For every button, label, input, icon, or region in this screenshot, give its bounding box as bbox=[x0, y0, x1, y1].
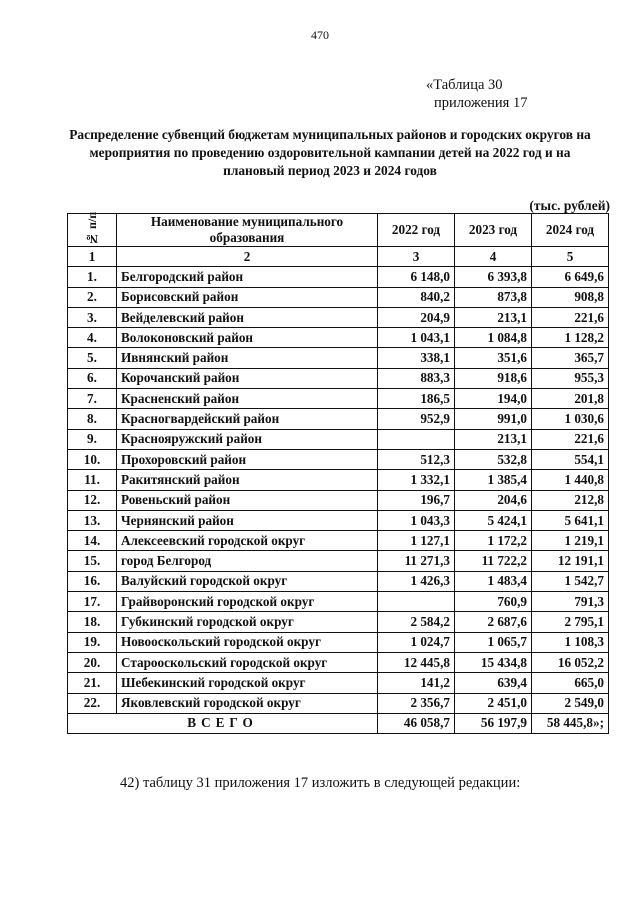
row-2023-cell: 2 451,0 bbox=[455, 693, 532, 713]
row-2023-cell: 194,0 bbox=[455, 389, 532, 409]
row-2023-cell: 351,6 bbox=[455, 348, 532, 368]
row-2023-cell: 5 424,1 bbox=[455, 510, 532, 530]
row-2023-cell: 1 385,4 bbox=[455, 470, 532, 490]
document-title: Распределение субвенций бюджетам муниципальных районов и городских округов на мероприятия по проведению оздоровительной кампании детей на 2022 год и на плановый период 2023 и 2024 годов bbox=[69, 127, 591, 178]
row-2022-cell: 1 127,1 bbox=[378, 531, 455, 551]
row-name-cell: Старооскольский городской округ bbox=[117, 652, 378, 672]
table-row bbox=[68, 307, 609, 327]
row-2022-cell: 6 148,0 bbox=[378, 267, 455, 287]
row-number-cell: 4. bbox=[68, 328, 117, 348]
index-cell: 4 bbox=[455, 247, 532, 267]
row-2024-cell: 1 219,1 bbox=[532, 531, 609, 551]
row-number-cell: 20. bbox=[68, 652, 117, 672]
row-name-cell: Грайворонский городской округ bbox=[117, 592, 378, 612]
row-name-cell: Новооскольский городской округ bbox=[117, 632, 378, 652]
row-number-cell: 3. bbox=[68, 307, 117, 327]
table-row bbox=[68, 612, 609, 632]
total-label: ВСЕГО bbox=[68, 713, 378, 733]
row-2022-cell: 186,5 bbox=[378, 389, 455, 409]
table-row bbox=[68, 409, 609, 429]
table-row bbox=[68, 267, 609, 287]
index-cell: 3 bbox=[378, 247, 455, 267]
index-cell: 2 bbox=[117, 247, 378, 267]
table-row bbox=[68, 429, 609, 449]
row-name-cell: город Белгород bbox=[117, 551, 378, 571]
row-number-cell: 21. bbox=[68, 673, 117, 693]
table-row bbox=[68, 592, 609, 612]
row-2024-cell: 6 649,6 bbox=[532, 267, 609, 287]
total-row bbox=[68, 713, 609, 733]
row-name-cell: Ровеньский район bbox=[117, 490, 378, 510]
row-2023-cell: 1 172,2 bbox=[455, 531, 532, 551]
row-2022-cell: 1 426,3 bbox=[378, 571, 455, 591]
header-name: Наименование муниципального образования bbox=[117, 214, 378, 247]
row-2022-cell: 2 356,7 bbox=[378, 693, 455, 713]
row-2022-cell bbox=[378, 429, 455, 449]
row-2024-cell: 5 641,1 bbox=[532, 510, 609, 530]
table-row bbox=[68, 510, 609, 530]
total-2023: 56 197,9 bbox=[455, 713, 532, 733]
table-row bbox=[68, 287, 609, 307]
row-2024-cell: 12 191,1 bbox=[532, 551, 609, 571]
row-2024-cell: 908,8 bbox=[532, 287, 609, 307]
row-name-cell: Краснояружский район bbox=[117, 429, 378, 449]
row-2023-cell: 2 687,6 bbox=[455, 612, 532, 632]
table-row bbox=[68, 673, 609, 693]
row-2022-cell: 196,7 bbox=[378, 490, 455, 510]
row-2024-cell: 955,3 bbox=[532, 368, 609, 388]
row-2022-cell bbox=[378, 592, 455, 612]
index-cell: 5 bbox=[532, 247, 609, 267]
row-2022-cell: 952,9 bbox=[378, 409, 455, 429]
table-row bbox=[68, 368, 609, 388]
row-name-cell: Белгородский район bbox=[117, 267, 378, 287]
row-2024-cell: 2 795,1 bbox=[532, 612, 609, 632]
row-2023-cell: 918,6 bbox=[455, 368, 532, 388]
row-number-cell: 19. bbox=[68, 632, 117, 652]
row-name-cell: Алексеевский городской округ bbox=[117, 531, 378, 551]
row-name-cell: Яковлевский городской округ bbox=[117, 693, 378, 713]
header-num: № п/п bbox=[68, 214, 117, 247]
table-row bbox=[68, 693, 609, 713]
row-number-cell: 11. bbox=[68, 470, 117, 490]
row-2024-cell: 1 542,7 bbox=[532, 571, 609, 591]
units-label: (тыс. рублей) bbox=[529, 198, 610, 213]
row-2024-cell: 554,1 bbox=[532, 449, 609, 469]
row-2024-cell: 221,6 bbox=[532, 429, 609, 449]
row-number-cell: 9. bbox=[68, 429, 117, 449]
table-row bbox=[68, 551, 609, 571]
row-2022-cell: 840,2 bbox=[378, 287, 455, 307]
row-name-cell: Шебекинский городской округ bbox=[117, 673, 378, 693]
row-2022-cell: 204,9 bbox=[378, 307, 455, 327]
table-row bbox=[68, 470, 609, 490]
caption-line-2: приложения 17 bbox=[434, 95, 528, 111]
row-2023-cell: 6 393,8 bbox=[455, 267, 532, 287]
row-2024-cell: 1 030,6 bbox=[532, 409, 609, 429]
row-2023-cell: 873,8 bbox=[455, 287, 532, 307]
header-2024: 2024 год bbox=[532, 214, 609, 247]
row-2024-cell: 365,7 bbox=[532, 348, 609, 368]
row-number-cell: 18. bbox=[68, 612, 117, 632]
row-2022-cell: 1 043,3 bbox=[378, 510, 455, 530]
row-2024-cell: 2 549,0 bbox=[532, 693, 609, 713]
table-row bbox=[68, 632, 609, 652]
table-row bbox=[68, 389, 609, 409]
page-number: 470 bbox=[311, 28, 329, 42]
row-2024-cell: 1 128,2 bbox=[532, 328, 609, 348]
budget-table bbox=[67, 213, 609, 734]
row-2022-cell: 1 024,7 bbox=[378, 632, 455, 652]
table-row bbox=[68, 449, 609, 469]
row-number-cell: 14. bbox=[68, 531, 117, 551]
table-header-row bbox=[68, 214, 609, 247]
table-row bbox=[68, 328, 609, 348]
table-row bbox=[68, 652, 609, 672]
row-name-cell: Корочанский район bbox=[117, 368, 378, 388]
row-name-cell: Прохоровский район bbox=[117, 449, 378, 469]
row-name-cell: Вейделевский район bbox=[117, 307, 378, 327]
total-2022: 46 058,7 bbox=[378, 713, 455, 733]
row-number-cell: 2. bbox=[68, 287, 117, 307]
row-2024-cell: 221,6 bbox=[532, 307, 609, 327]
row-2024-cell: 1 108,3 bbox=[532, 632, 609, 652]
row-2022-cell: 1 332,1 bbox=[378, 470, 455, 490]
row-number-cell: 22. bbox=[68, 693, 117, 713]
header-2023: 2023 год bbox=[455, 214, 532, 247]
row-number-cell: 15. bbox=[68, 551, 117, 571]
row-2023-cell: 213,1 bbox=[455, 307, 532, 327]
row-2023-cell: 1 483,4 bbox=[455, 571, 532, 591]
row-name-cell: Борисовский район bbox=[117, 287, 378, 307]
row-2023-cell: 1 084,8 bbox=[455, 328, 532, 348]
table-row bbox=[68, 490, 609, 510]
row-2024-cell: 201,8 bbox=[532, 389, 609, 409]
row-name-cell: Красногвардейский район bbox=[117, 409, 378, 429]
table-caption bbox=[426, 76, 527, 112]
row-2024-cell: 665,0 bbox=[532, 673, 609, 693]
row-2022-cell: 2 584,2 bbox=[378, 612, 455, 632]
row-2024-cell: 212,8 bbox=[532, 490, 609, 510]
row-name-cell: Ивнянский район bbox=[117, 348, 378, 368]
table-row bbox=[68, 531, 609, 551]
row-2022-cell: 12 445,8 bbox=[378, 652, 455, 672]
row-2022-cell: 338,1 bbox=[378, 348, 455, 368]
row-2023-cell: 1 065,7 bbox=[455, 632, 532, 652]
row-number-cell: 6. bbox=[68, 368, 117, 388]
row-number-cell: 12. bbox=[68, 490, 117, 510]
row-name-cell: Ракитянский район bbox=[117, 470, 378, 490]
row-2023-cell: 532,8 bbox=[455, 449, 532, 469]
table-row bbox=[68, 348, 609, 368]
row-2022-cell: 883,3 bbox=[378, 368, 455, 388]
column-index-row bbox=[68, 247, 609, 267]
row-name-cell: Губкинский городской округ bbox=[117, 612, 378, 632]
row-2023-cell: 15 434,8 bbox=[455, 652, 532, 672]
row-2024-cell: 791,3 bbox=[532, 592, 609, 612]
row-2023-cell: 11 722,2 bbox=[455, 551, 532, 571]
row-name-cell: Красненский район bbox=[117, 389, 378, 409]
row-2022-cell: 141,2 bbox=[378, 673, 455, 693]
row-number-cell: 13. bbox=[68, 510, 117, 530]
row-number-cell: 17. bbox=[68, 592, 117, 612]
row-2023-cell: 204,6 bbox=[455, 490, 532, 510]
row-2023-cell: 760,9 bbox=[455, 592, 532, 612]
row-number-cell: 5. bbox=[68, 348, 117, 368]
row-2024-cell: 1 440,8 bbox=[532, 470, 609, 490]
row-name-cell: Чернянский район bbox=[117, 510, 378, 530]
row-number-cell: 16. bbox=[68, 571, 117, 591]
total-2024: 58 445,8»; bbox=[532, 713, 609, 733]
row-2024-cell: 16 052,2 bbox=[532, 652, 609, 672]
row-2023-cell: 213,1 bbox=[455, 429, 532, 449]
index-cell: 1 bbox=[68, 247, 117, 267]
row-2022-cell: 1 043,1 bbox=[378, 328, 455, 348]
row-2022-cell: 11 271,3 bbox=[378, 551, 455, 571]
caption-line-1: «Таблица 30 bbox=[426, 77, 503, 93]
row-number-cell: 7. bbox=[68, 389, 117, 409]
footer-instruction: 42) таблицу 31 приложения 17 изложить в следующей редакции: bbox=[120, 775, 521, 791]
table-row bbox=[68, 571, 609, 591]
row-number-cell: 8. bbox=[68, 409, 117, 429]
row-name-cell: Волоконовский район bbox=[117, 328, 378, 348]
row-name-cell: Валуйский городской округ bbox=[117, 571, 378, 591]
row-number-cell: 1. bbox=[68, 267, 117, 287]
row-2022-cell: 512,3 bbox=[378, 449, 455, 469]
row-number-cell: 10. bbox=[68, 449, 117, 469]
row-2023-cell: 991,0 bbox=[455, 409, 532, 429]
row-2023-cell: 639,4 bbox=[455, 673, 532, 693]
header-2022: 2022 год bbox=[378, 214, 455, 247]
